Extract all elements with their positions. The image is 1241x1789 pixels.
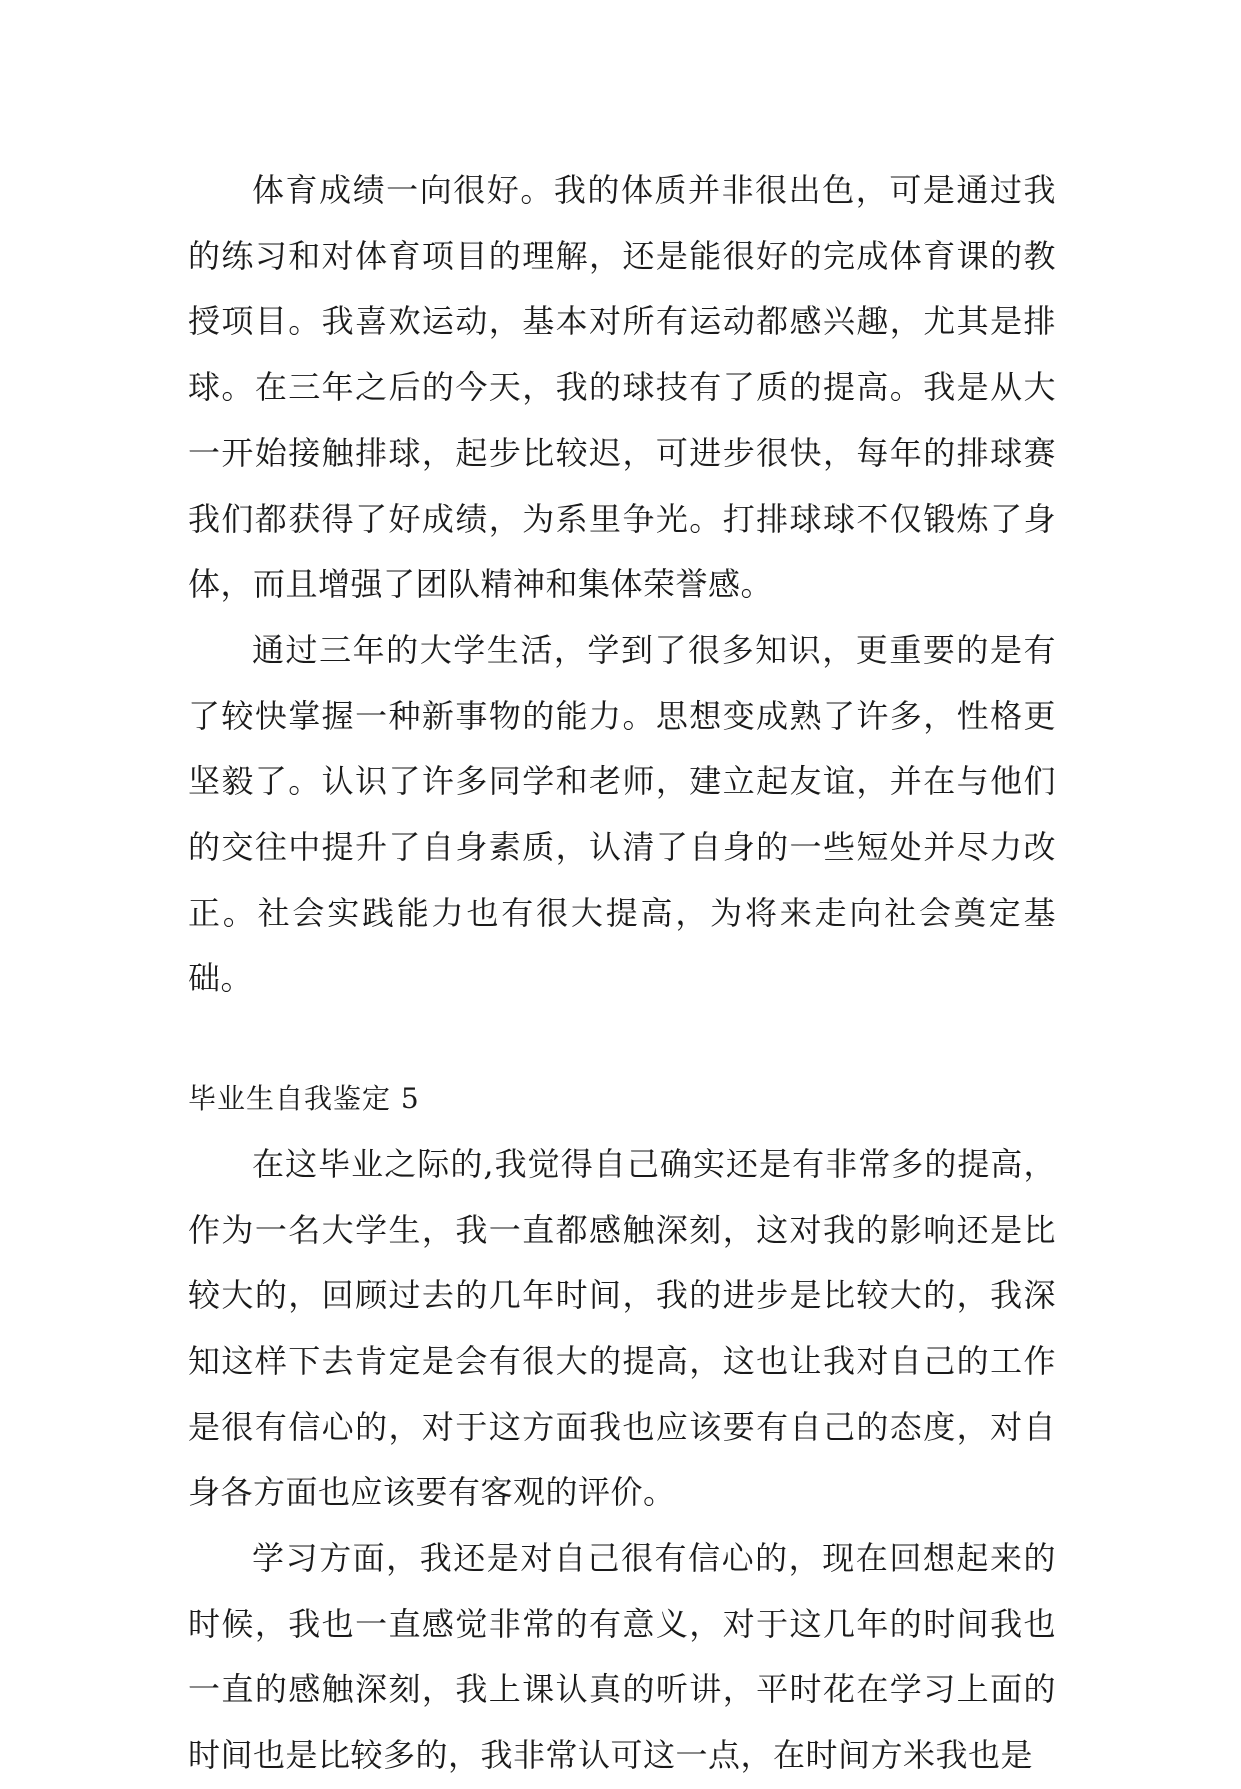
body-paragraph: 通过三年的大学生活，学到了很多知识，更重要的是有了较快掌握一种新事物的能力。思想变成熟了许多，性格更坚毅了。认识了许多同学和老师，建立起友谊，并在与他们的交往中提升了自身素质，认清了自身的一些短处并尽力改正。社会实践能力也有很大提高，为将来走向社会奠定基础。 — [188, 630, 1056, 998]
body-paragraph: 体育成绩一向很好。我的体质并非很出色，可是通过我的练习和对体育项目的理解，还是能很好的完成体育课的教授项目。我喜欢运动，基本对所有运动都感兴趣，尤其是排球。在三年之后的今天，我的球技有了质的提高。我是从大一开始接触排球，起步比较迟，可进步很快，每年的排球赛我们都获得了好成绩，为系里争光。打排球球不仅锻炼了身体，而且增强了团队精神和集体荣誉感。 — [188, 171, 1056, 604]
body-paragraph: 学习方面，我还是对自己很有信心的，现在回想起来的时候，我也一直感觉非常的有意义，对于这几年的时间我也一直的感触深刻，我上课认真的听讲，平时花在学习上面的时间也是比较多的，我非常认可这一点，在时间方米我也是 — [188, 1539, 1056, 1775]
section-heading: 毕业生自我鉴定 5 — [188, 1082, 420, 1116]
body-paragraph: 在这毕业之际的,我觉得自己确实还是有非常多的提高，作为一名大学生，我一直都感触深刻，这对我的影响还是比较大的，回顾过去的几年时间，我的进步是比较大的，我深知这样下去肯定是会有很大的提高，这也让我对自己的工作是很有信心的，对于这方面我也应该要有自己的态度，对自身各方面也应该要有客观的评价。 — [188, 1144, 1056, 1512]
document-page — [188, 158, 1056, 1789]
